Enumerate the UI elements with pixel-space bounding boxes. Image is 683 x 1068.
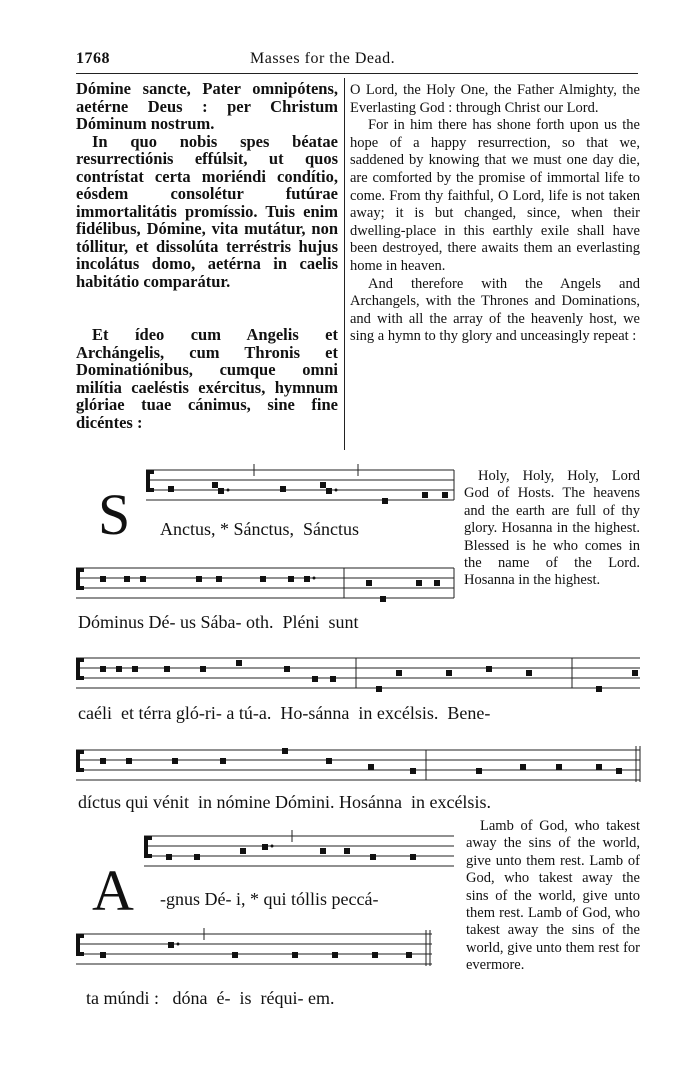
agnus-translation: [466, 818, 640, 975]
sanctus-lyric-3: caéli et térra gló-ri- a tú-a. Ho-sánna in excélsis. Bene-: [78, 703, 491, 723]
agnus-staff-2: [76, 926, 456, 976]
sanctus-lyric-2: Dóminus Dé- us Sába- oth. Pléni sunt: [78, 612, 359, 632]
english-paragraph-1: O Lord, the Holy One, the Father Almighty, the Everlasting God : through Christ our Lord.: [350, 82, 640, 116]
sanctus-lyric-4: díctus qui vénit in nómine Dómini. Hosánna in excélsis.: [78, 792, 491, 812]
page-title: Masses for the Dead.: [250, 50, 396, 67]
sanctus-translation-text: Holy, Holy, Holy, Lord God of Hosts. The heavens and the earth are full of thy glory. Hosanna in the highest. Blessed is he who comes in the name of the Lord. Hosanna in the highest.: [464, 468, 640, 589]
latin-paragraph-3: Et ídeo cum Angelis et Archángelis, cum Thronis et Dominatiónibus, cumque omni milítia caeléstis exércitus, hymnum glóriae tuae cánimus, sine fine dicéntes :: [76, 325, 338, 432]
sanctus-staff-2: [76, 560, 456, 608]
agnus-staff-1: [144, 828, 456, 876]
agnus-translation-text: Lamb of God, who takest away the sins of the world, give unto them rest. Lamb of God, who takest away the sins of the world, give unto them rest. Lamb of God, who takest away the sins of the world, give unto them rest for evermore.: [466, 818, 640, 974]
latin-column: [76, 80, 338, 431]
agnus-initial: A: [92, 858, 134, 923]
sanctus-lyric-1: Anctus, * Sánctus, Sánctus: [160, 519, 359, 539]
latin-paragraph-1: Dómine sancte, Pater omnipótens, aetérne Deus : per Christum Dóminum nostrum.: [76, 79, 338, 133]
page-number: 1768: [76, 50, 110, 67]
english-paragraph-3: And therefore with the Angels and Archangels, with the Thrones and Dominations, and with all the array of the heavenly host, we sing a hymn to thy glory and unceasingly repeat :: [350, 275, 640, 345]
latin-paragraph-2: In quo nobis spes béatae resurrectiónis effúlsit, ut quos contrístat certa moriéndi condítio, eósdem consolétur futúrae immortalitátis promíssio. Tuis enim fidélibus, Dómine, vita mutátur, non tóllitur, et dissolúta terréstris hujus incolátus domo, aetérna in caelis habitátio comparátur.: [76, 131, 338, 291]
agnus-lyric-2: ta múndi : dóna é- is réqui- em.: [86, 988, 335, 1008]
sanctus-translation: [464, 468, 640, 590]
agnus-lyric-1: -gnus Dé- i, * qui tóllis peccá-: [160, 889, 379, 909]
header-rule: [76, 73, 638, 74]
sanctus-initial: S: [98, 482, 131, 547]
english-paragraph-2: For in him there has shone forth upon us the hope of a happy resurrection, so that we, saddened by knowing that we must one day die, are comforted by the promise of immortal life to come. From thy faithful, O Lord, life is not taken away; it is but changed, since, when their dwelling-place in this earthly exile shall have been destroyed, there awaits them an everlasting home in heaven.: [350, 117, 640, 274]
sanctus-staff-1: [146, 462, 456, 510]
english-column: [350, 82, 640, 346]
sanctus-staff-3: [76, 650, 642, 698]
column-divider: [344, 78, 345, 450]
sanctus-staff-4: [76, 742, 642, 792]
